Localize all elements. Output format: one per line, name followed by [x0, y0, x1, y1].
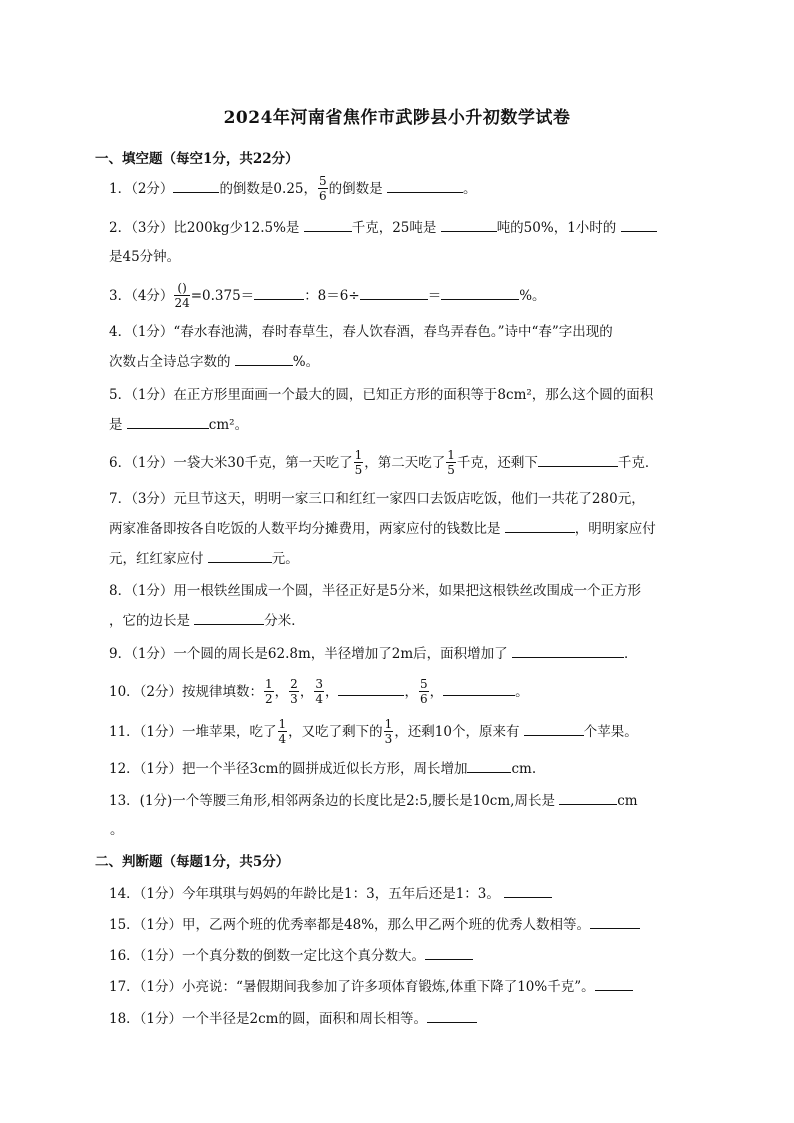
answer-blank[interactable] [467, 759, 511, 773]
answer-blank[interactable] [235, 352, 293, 366]
question-7-continued-2: 元，红红家应付 元。 [109, 551, 299, 567]
question-7: 7．（3分）元旦节这天，明明一家三口和红红一家四口去饭店吃饭，他们一共花了280元， [109, 491, 645, 507]
answer-blank[interactable] [590, 915, 640, 929]
answer-blank[interactable] [254, 286, 304, 300]
question-14: 14．（1分）今年琪琪与妈妈的年龄比是1：3，五年后还是1：3。 [109, 882, 702, 902]
answer-blank[interactable] [425, 946, 473, 960]
answer-blank[interactable] [443, 682, 515, 696]
answer-blank[interactable] [194, 611, 264, 625]
question-13: 13．(1分)一个等腰三角形,相邻两条边的长度比是2:5,腰长是10cm,周长是 cm [109, 793, 638, 809]
answer-blank[interactable] [427, 1009, 477, 1023]
question-8-continued: ，它的边长是 分米． [109, 613, 305, 629]
answer-blank[interactable] [338, 682, 404, 696]
answer-blank[interactable] [127, 415, 209, 429]
answer-blank[interactable] [505, 519, 575, 533]
fraction: $\frac{5}{6}$ [419, 677, 428, 706]
answer-blank[interactable] [621, 218, 657, 232]
answer-blank[interactable] [360, 286, 428, 300]
question-12: 12．（1分）把一个半径3cm的圆拼成近似长方形，周长增加 cm. [109, 761, 537, 777]
fraction: $\frac{()}{24}$ [174, 281, 190, 310]
question-7-continued-1: 两家准备即按各自吃饭的人数平均分摊费用，两家应付的钱数比是 ，明明家应付 [109, 521, 656, 537]
answer-blank[interactable] [538, 453, 618, 467]
answer-blank[interactable] [304, 218, 352, 232]
question-3: 3．（4分） $\frac{()}{24}$ =0.375＝ ：8＝6÷ ＝ %。 [109, 281, 546, 310]
question-18: 18．（1分）一个半径是2cm的圆，面积和周长相等。 [109, 1007, 702, 1027]
page-title: 2024年河南省焦作市武陟县小升初数学试卷 [223, 108, 571, 128]
question-10: 10．（2分）按规律填数： $\frac{1}{2}$ ， $\frac{2}{3}$ ， $\frac{3}{4}$ ， ， $\frac{5}{6}$ ， 。 [109, 677, 529, 706]
question-16: 16．（1分）一个真分数的倒数一定比这个真分数大。 [109, 944, 702, 964]
answer-blank[interactable] [208, 549, 272, 563]
question-11: 11．（1分）一堆苹果，吃了 $\frac{1}{4}$ ，又吃了剩下的 $\frac{1}{3}$ ，还剩10个，原来有 个苹果。 [109, 717, 638, 746]
question-13-continued: 。 [110, 822, 124, 838]
answer-blank[interactable] [595, 977, 633, 991]
question-2-continued: 是45分钟。 [109, 249, 181, 265]
fraction: $\frac{5}{6}$ [319, 174, 327, 203]
answer-blank[interactable] [559, 791, 617, 805]
question-2: 2．（3分）比200kg少12.5%是 千克，25吨是 吨的50%，1小时的 [109, 216, 702, 236]
question-1: 1．（2分） 的倒数是0.25， $\frac{5}{6}$ 的倒数是 。 [109, 174, 477, 203]
question-8: 8．（1分）用一根铁丝围成一个圆，半径正好是5分米，如果把这根铁丝改围成一个正方形 [109, 583, 642, 599]
question-6: 6．（1分）一袋大米30千克，第一天吃了 $\frac{1}{5}$ ，第二天吃了 $\frac{1}{5}$ 千克，还剩下 千克． [109, 448, 659, 477]
question-15: 15．（1分）甲，乙两个班的优秀率都是48%，那么甲乙两个班的优秀人数相等。 [109, 913, 702, 933]
fraction: $\frac{1}{3}$ [384, 717, 393, 746]
answer-blank[interactable] [441, 286, 519, 300]
answer-blank[interactable] [512, 644, 624, 658]
section-heading-fill-blank: 一、填空题（每空1分，共22分） [95, 151, 299, 167]
question-4-continued: 次数占全诗总字数的 %。 [109, 354, 320, 370]
fraction: $\frac{1}{2}$ [265, 677, 273, 706]
question-4: 4．（1分）“春水春池满，春时春草生，春人饮春酒，春鸟弄春色。”诗中“春”字出现的 [109, 324, 613, 340]
section-heading-true-false: 二、判断题（每题1分，共5分） [95, 854, 290, 870]
answer-blank[interactable] [387, 179, 463, 193]
question-17: 17．（1分）小亮说：“暑假期间我参加了许多项体育锻炼,体重下降了10%千克”。 [109, 975, 702, 995]
answer-blank[interactable] [173, 179, 219, 193]
fraction: $\frac{1}{5}$ [447, 448, 455, 477]
answer-blank[interactable] [441, 218, 497, 232]
fraction: $\frac{3}{4}$ [315, 677, 323, 706]
question-5-continued: 是 cm²。 [109, 417, 249, 433]
answer-blank[interactable] [524, 722, 584, 736]
question-9: 9．（1分）一个圆的周长是62.8m，半径增加了2m后，面积增加了 ． [109, 646, 638, 662]
fraction: $\frac{1}{4}$ [278, 717, 287, 746]
answer-blank[interactable] [504, 884, 552, 898]
fraction: $\frac{2}{3}$ [290, 677, 298, 706]
fraction: $\frac{1}{5}$ [354, 448, 363, 477]
question-5: 5．（1分）在正方形里面画一个最大的圆，已知正方形的面积等于8cm²，那么这个圆的面积 [109, 387, 654, 403]
